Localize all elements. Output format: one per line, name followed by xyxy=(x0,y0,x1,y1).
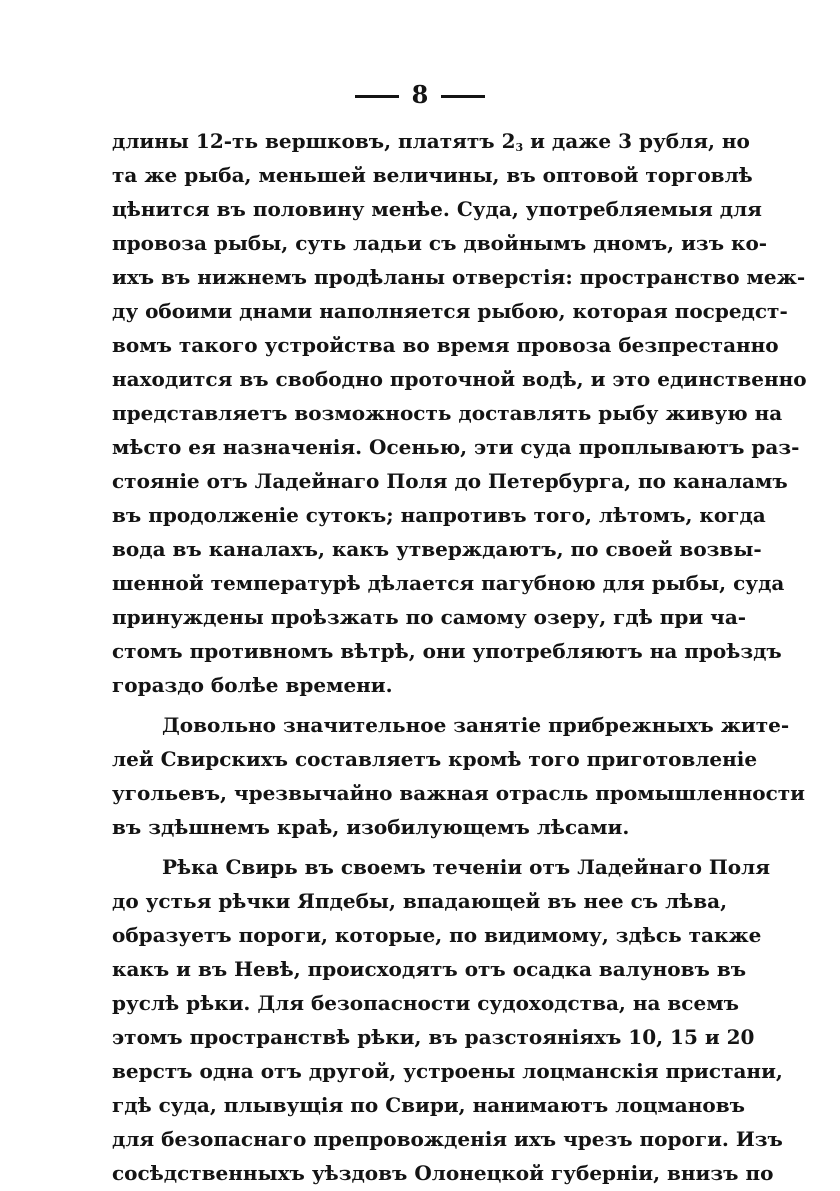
text-line-content: шенной температурѣ дѣлается пагубною для рыбы, суда xyxy=(112,571,785,595)
text-line-content: провоза рыбы, суть ладьи съ двойнымъ дномъ, изъ ко- xyxy=(112,231,768,255)
text-line xyxy=(112,124,750,158)
text-line-content: гораздо болѣе времени. xyxy=(112,673,393,697)
text-line xyxy=(112,498,766,532)
text-line-content: сосѣдственныхъ уѣздовъ Олонецкой губерніи, внизъ по xyxy=(112,1161,774,1185)
text-line xyxy=(112,1054,783,1088)
header-dash-left xyxy=(355,95,399,98)
text-line xyxy=(112,810,680,844)
text-line-content: Довольно значительное занятіе прибрежныхъ жите- xyxy=(162,713,790,737)
text-line xyxy=(112,328,779,362)
text-line-content: принуждены проѣзжать по самому озеру, гдѣ при ча- xyxy=(112,605,747,629)
text-line-content: длины 12-ть вершковъ, платятъ 2 xyxy=(112,129,516,153)
text-line xyxy=(112,776,805,810)
text-line xyxy=(112,226,768,260)
text-line-content: стомъ противномъ вѣтрѣ, они употребляютъ на проѣздъ xyxy=(112,639,782,663)
fraction-subscript: 3 xyxy=(515,141,524,154)
text-line xyxy=(112,742,758,776)
text-line-content: какъ и въ Невѣ, происходятъ отъ осадка валуновъ въ xyxy=(112,957,747,981)
text-line xyxy=(112,952,747,986)
text-line-content: для безопаснаго препровожденія ихъ чрезъ пороги. Изъ xyxy=(112,1127,783,1151)
text-line xyxy=(112,362,807,396)
text-line-content: вомъ такого устройства во время провоза безпрестанно xyxy=(112,333,779,357)
text-line xyxy=(112,158,753,192)
body-text xyxy=(112,124,807,1190)
text-line xyxy=(112,708,790,742)
text-line-content: до устья рѣчки Япдебы, впадающей въ нее съ лѣва, xyxy=(112,889,728,913)
page-number: 8 xyxy=(411,80,429,109)
text-line-content: стояніе отъ Ладейнаго Поля до Петербурга, по каналамъ xyxy=(112,469,788,493)
text-line xyxy=(112,1020,755,1054)
text-line-content: ду обоими днами наполняется рыбою, которая посредст- xyxy=(112,299,788,323)
text-line xyxy=(112,634,782,668)
text-line xyxy=(112,464,788,498)
text-line xyxy=(112,1088,745,1122)
text-line-content: ихъ въ нижнемъ продѣланы отверстія: пространство меж- xyxy=(112,265,806,289)
text-line-content: гдѣ суда, плывущія по Свири, нанимаютъ лоцмановъ xyxy=(112,1093,745,1117)
text-line-content: руслѣ рѣки. Для безопасности судоходства, на всемъ xyxy=(112,991,739,1015)
text-line-content: въ продолженіе сутокъ; напротивъ того, лѣтомъ, когда xyxy=(112,503,766,527)
text-line-content: представляетъ возможность доставлять рыбу живую на xyxy=(112,401,783,425)
text-line xyxy=(112,668,680,702)
text-line-content: этомъ пространствѣ рѣки, въ разстояніяхъ 10, 15 и 20 xyxy=(112,1025,755,1049)
text-line xyxy=(112,1122,783,1156)
text-line xyxy=(112,192,762,226)
text-line-content: лей Свирскихъ составляетъ кромѣ того приготовленіе xyxy=(112,747,758,771)
text-line-content: мѣсто ея назначенія. Осенью, эти суда проплываютъ раз- xyxy=(112,435,800,459)
text-line xyxy=(112,986,739,1020)
text-line xyxy=(112,566,785,600)
text-line xyxy=(112,260,806,294)
text-line-content: угольевъ, чрезвычайно важная отрасль промышленности xyxy=(112,781,805,805)
text-line xyxy=(112,430,800,464)
text-line-content: верстъ одна отъ другой, устроены лоцманскія пристани, xyxy=(112,1059,783,1083)
text-line xyxy=(112,918,762,952)
text-line xyxy=(112,600,747,634)
text-line-content: находится въ свободно проточной водѣ, и это единственно xyxy=(112,367,807,391)
text-line xyxy=(112,850,770,884)
text-line-content: цѣнится въ половину менѣе. Суда, употребляемыя для xyxy=(112,197,762,221)
text-line-content: образуетъ пороги, которые, по видимому, здѣсь также xyxy=(112,923,762,947)
page-header xyxy=(0,80,840,110)
text-line-content: та же рыба, меньшей величины, въ оптовой торговлѣ xyxy=(112,163,753,187)
text-line-content: въ здѣшнемъ краѣ, изобилующемъ лѣсами. xyxy=(112,815,630,839)
text-line xyxy=(112,884,728,918)
text-line-content: Рѣка Свирь въ своемъ теченіи отъ Ладейнаго Поля xyxy=(162,855,770,879)
header-dash-right xyxy=(441,95,485,98)
text-line xyxy=(112,532,762,566)
text-line-content: вода въ каналахъ, какъ утверждаютъ, по своей возвы- xyxy=(112,537,762,561)
text-line xyxy=(112,294,788,328)
text-line xyxy=(112,396,783,430)
text-line xyxy=(112,1156,774,1190)
text-line-tail: и даже 3 рубля, но xyxy=(523,129,750,153)
